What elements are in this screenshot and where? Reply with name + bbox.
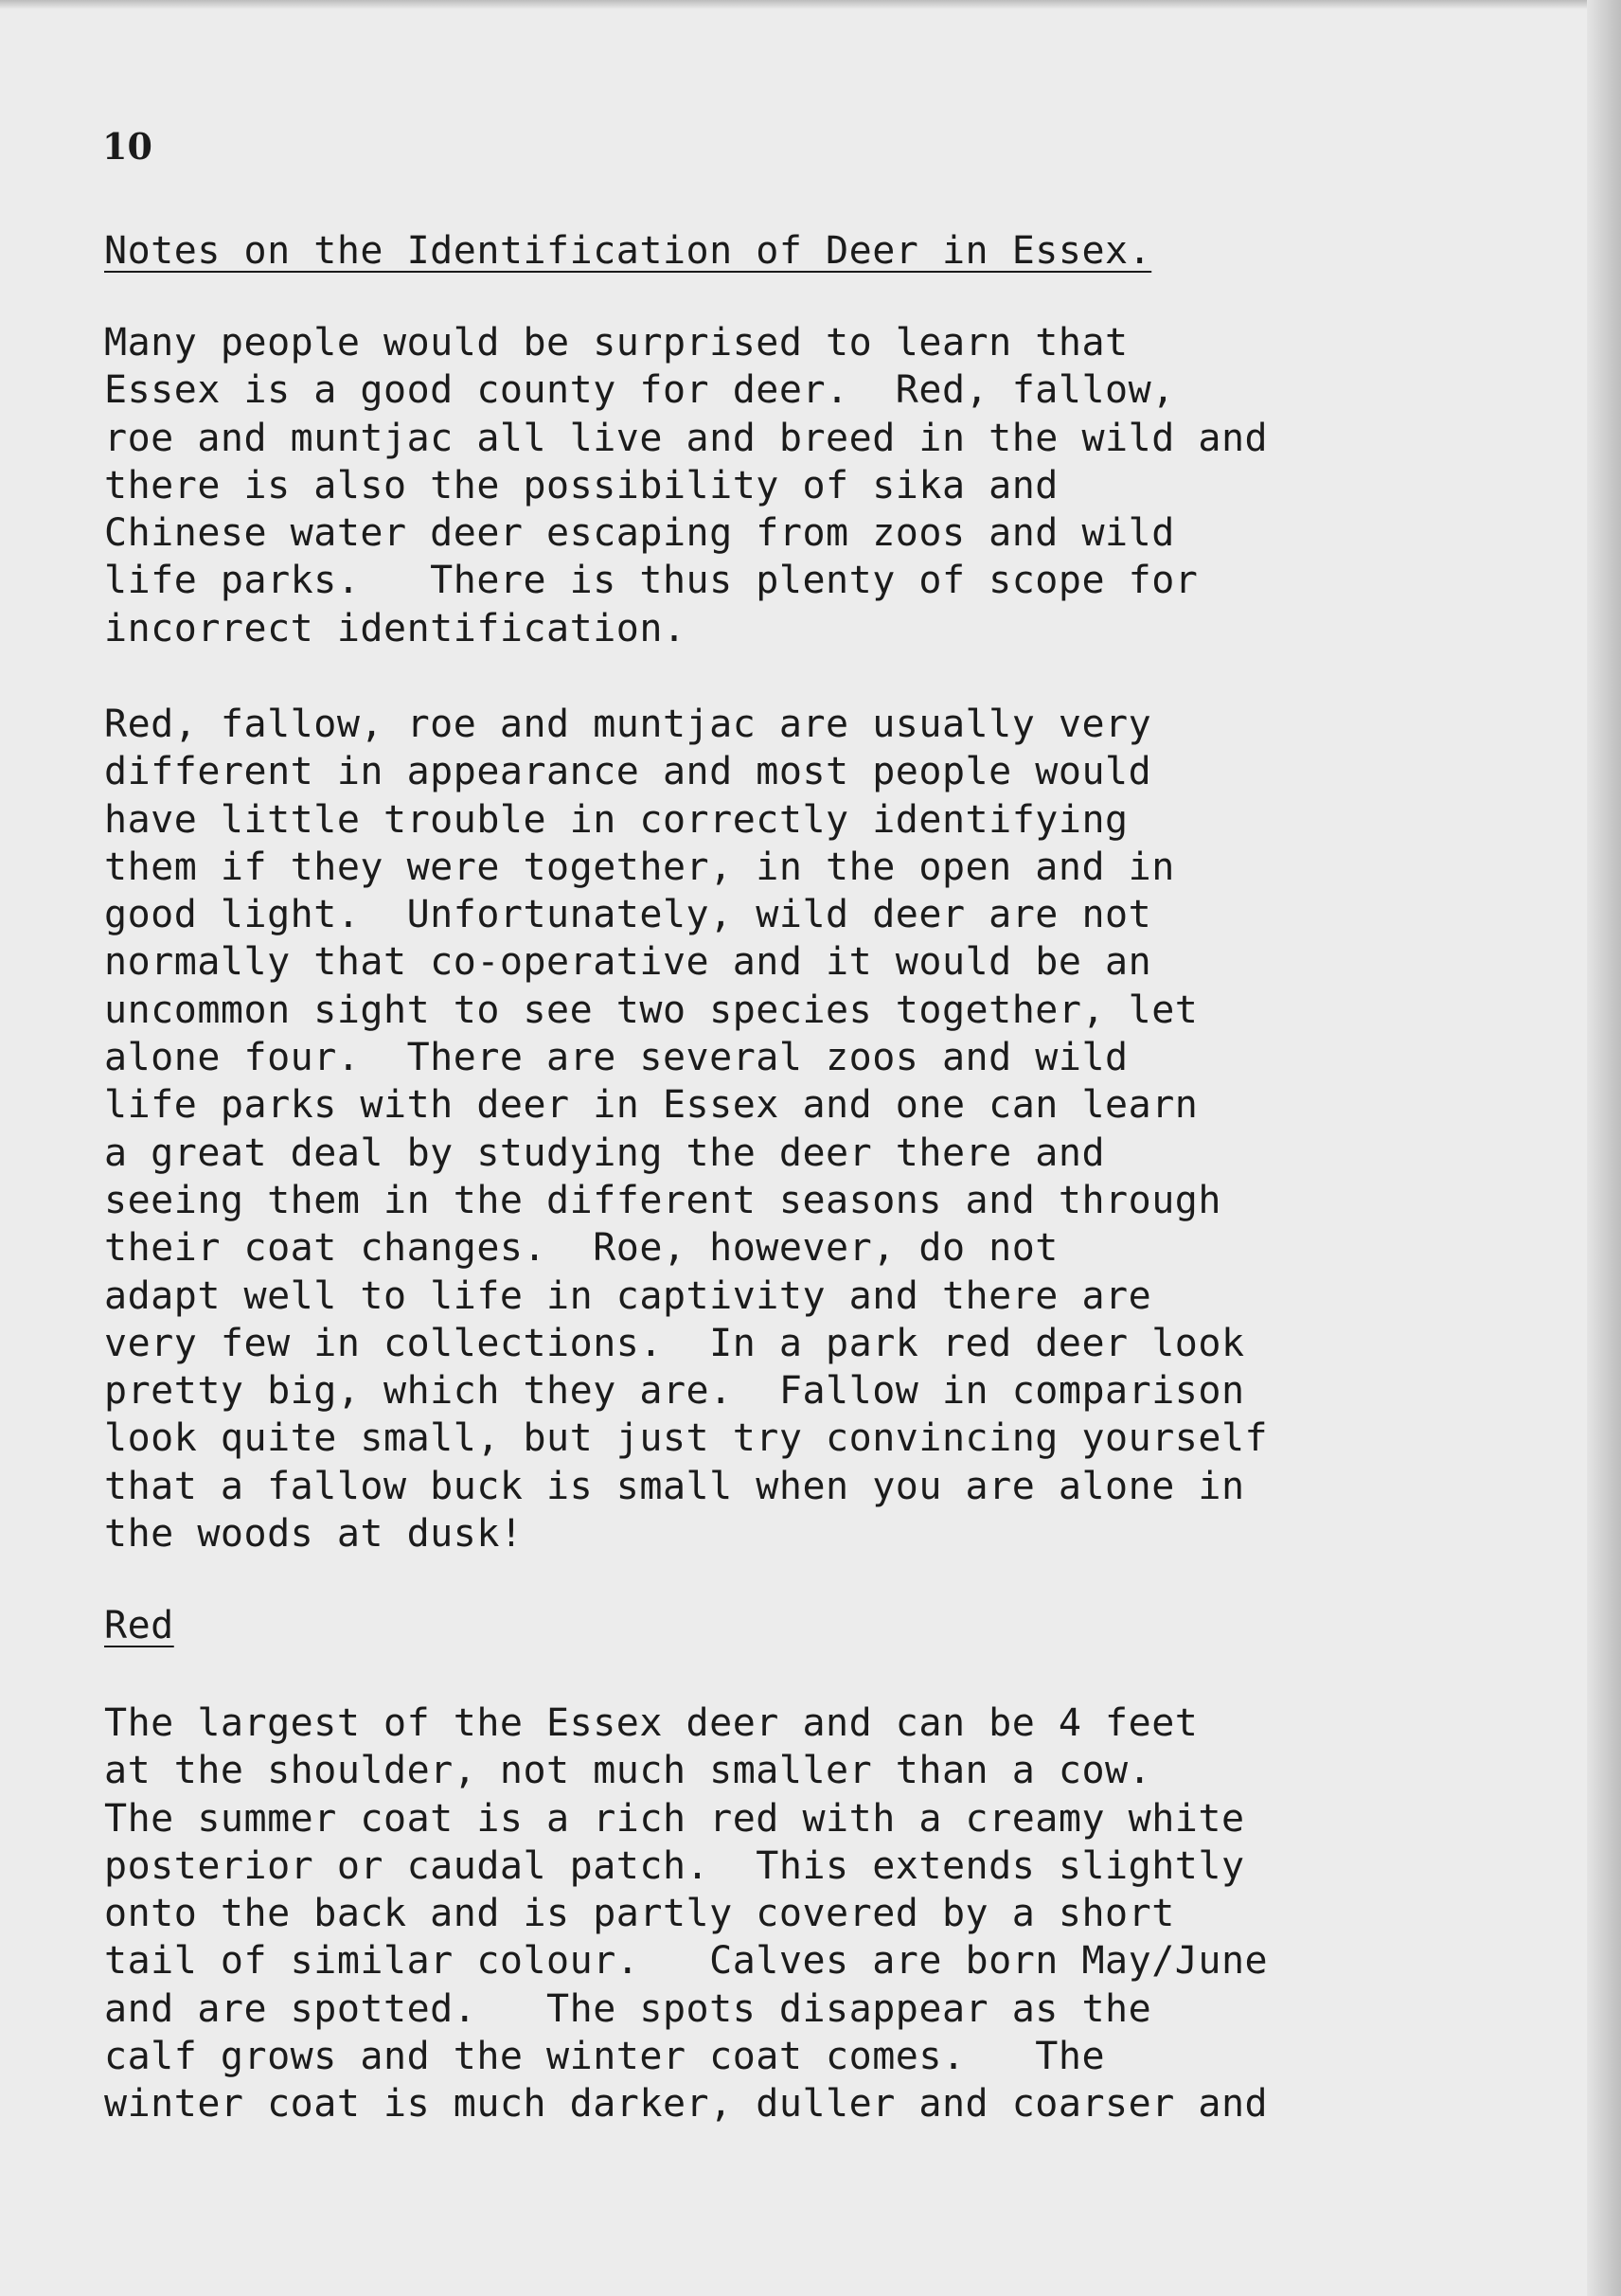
intro-paragraph: Many people would be surprised to learn that Essex is a good county for deer. Red, fallow, roe and muntjac all live and breed in the wild and there is also the possibility of sika and Chinese water deer escaping from zoos and wild life parks. There is thus plenty of scope for incorrect identification.	[104, 321, 1269, 650]
comparison-paragraph: Red, fallow, roe and muntjac are usually very different in appearance and most people would have little trouble in correctly identifying them if they were together, in the open and in good light. Unfortunately, wild deer are not normally that co-operative and it would be an uncommon sight to see two species together, let alone four. There are several zoos and wild life parks with deer in Essex and one can learn a great deal by studying the deer there and seeing them in the different seasons and through their coat changes. Roe, however, do not adapt well to life in captivity and there are very few in collections. In a park red deer look pretty big, which they are. Fallow in comparison look quite small, but just try convincing yourself that a fallow buck is small when you are alone in the woods at dusk!	[104, 703, 1269, 1557]
red-deer-paragraph: The largest of the Essex deer and can be 4 feet at the shoulder, not much smaller than a cow. The summer coat is a rich red with a creamy white posterior or caudal patch. This extends slightly onto the back and is partly covered by a short tail of similar colour. Calves are born May/June and are spotted. The spots disappear as the calf grows and the winter coat comes. The winter coat is much darker, duller and coarser and	[104, 1701, 1269, 2127]
document-title: Notes on the Identification of Deer in Essex.	[104, 229, 1152, 273]
page-right-shadow	[1587, 0, 1621, 2296]
section-heading-red: Red	[104, 1604, 174, 1647]
page-top-shadow	[0, 0, 1621, 9]
page-number: 10	[102, 125, 152, 168]
